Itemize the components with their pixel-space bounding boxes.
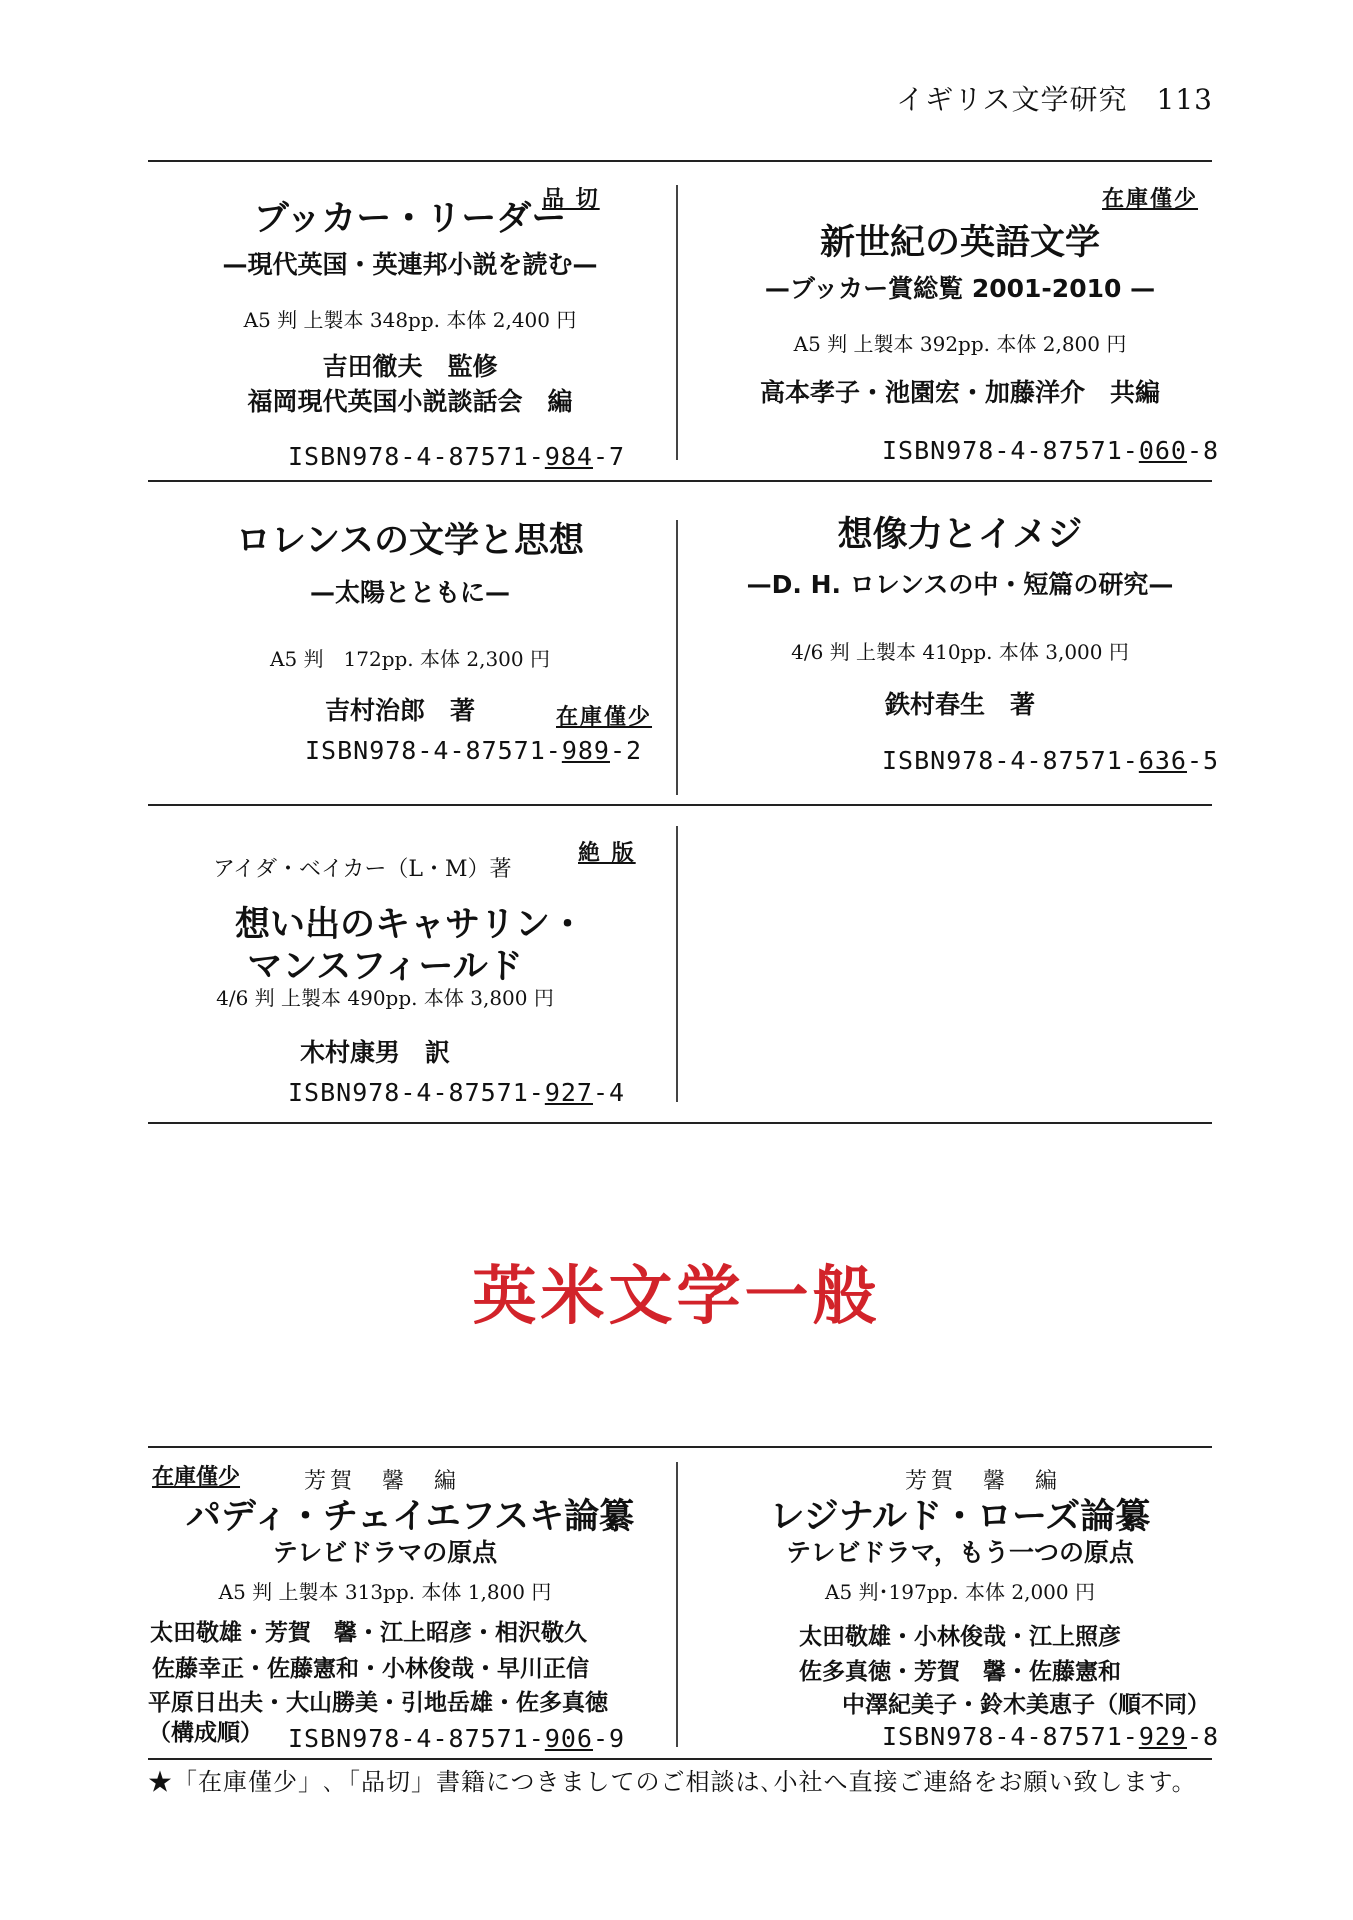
- page-number: 113: [1156, 83, 1213, 116]
- book-editor: 芳賀 馨 編: [905, 1469, 1062, 1494]
- book-author: 吉田徹夫 監修: [322, 352, 498, 381]
- status-badge: 在庫僅少: [1102, 187, 1199, 212]
- header-section: イギリス文学研究: [896, 83, 1128, 116]
- book-spec: A5 判･197pp. 本体 2,000 円: [825, 1580, 1095, 1604]
- book-subtitle: テレビドラマの原点: [272, 1538, 498, 1567]
- rule-section2-top: [148, 1446, 1212, 1448]
- divider-row1: [676, 185, 678, 460]
- book-isbn: ISBN978-4-87571-927-4: [288, 1078, 626, 1107]
- book-subtitle: テレビドラマ，もう一つの原点: [785, 1538, 1134, 1567]
- page-header: [896, 78, 1213, 118]
- divider-row2: [676, 520, 678, 795]
- book-author: 太田敬雄・芳賀 馨・江上昭彦・相沢敬久: [150, 1620, 587, 1646]
- book-title: 想像力とイメジ: [837, 515, 1083, 555]
- book-isbn: ISBN978-4-87571-929-8: [882, 1722, 1220, 1751]
- book-author: 木村康男 訳: [299, 1038, 450, 1067]
- book-author: 佐藤幸正・佐藤憲和・小林俊哉・早川正信: [152, 1656, 589, 1682]
- book-author: 鉄村春生 著: [884, 690, 1035, 719]
- book-original-author: アイダ・ベイカー（L・M）著: [213, 857, 512, 882]
- book-title: パディ・チェイエフスキ論纂: [185, 1497, 635, 1537]
- book-spec: A5 判 上製本 313pp. 本体 1,800 円: [218, 1580, 552, 1604]
- book-author: 中澤紀美子・鈴木美恵子（順不同）: [842, 1692, 1210, 1718]
- book-title-line2: マンスフィールド: [247, 947, 523, 987]
- book-author: 福岡現代英国小説談話会 編: [247, 387, 573, 416]
- book-title: ブッカー・リーダー: [253, 199, 567, 239]
- rule-bottom: [148, 1758, 1212, 1760]
- book-author: 高本孝子・池園宏・加藤洋介 共編: [759, 378, 1160, 407]
- book-author-note: （構成順）: [148, 1720, 263, 1746]
- rule-top: [148, 160, 1212, 162]
- book-spec: A5 判 172pp. 本体 2,300 円: [270, 647, 550, 671]
- book-editor: 芳賀 馨 編: [304, 1469, 461, 1494]
- book-author: 平原日出夫・大山勝美・引地岳雄・佐多真徳: [148, 1690, 608, 1716]
- book-subtitle: —現代英国・英連邦小説を読む—: [222, 250, 598, 279]
- status-badge: 絶 版: [578, 841, 636, 866]
- book-isbn: ISBN978-4-87571-906-9: [288, 1724, 626, 1753]
- book-isbn: ISBN978-4-87571-636-5: [882, 746, 1220, 775]
- book-spec: 4/6 判 上製本 490pp. 本体 3,800 円: [216, 986, 554, 1010]
- book-author: 吉村治郎 著: [324, 696, 475, 725]
- section-title: 英米文学一般: [472, 1260, 881, 1334]
- book-title: ロレンスの文学と思想: [235, 521, 585, 561]
- status-badge: 品 切: [542, 187, 600, 212]
- book-title: 新世紀の英語文学: [819, 223, 1100, 263]
- divider-row3: [676, 826, 678, 1102]
- book-spec: A5 判 上製本 348pp. 本体 2,400 円: [243, 308, 577, 332]
- book-author: 佐多真徳・芳賀 馨・佐藤憲和: [799, 1659, 1121, 1685]
- book-subtitle: —D. H. ロレンスの中・短篇の研究—: [746, 570, 1174, 599]
- rule-row2: [148, 804, 1212, 806]
- footer-note: ★「在庫僅少」､「品切」書籍につきましてのご相談は､小社へ直接ご連絡をお願い致します。: [148, 1768, 1197, 1796]
- book-spec: 4/6 判 上製本 410pp. 本体 3,000 円: [791, 640, 1129, 664]
- divider-section2: [676, 1462, 678, 1747]
- book-spec: A5 判 上製本 392pp. 本体 2,800 円: [793, 332, 1127, 356]
- rule-row1: [148, 480, 1212, 482]
- rule-row3: [148, 1122, 1212, 1124]
- book-subtitle: —太陽とともに—: [309, 578, 510, 607]
- status-badge: 在庫僅少: [556, 705, 653, 730]
- book-isbn: ISBN978-4-87571-989-2: [305, 736, 643, 765]
- book-author: 太田敬雄・小林俊哉・江上照彦: [799, 1624, 1121, 1650]
- status-badge: 在庫僅少: [152, 1465, 241, 1490]
- book-isbn: ISBN978-4-87571-060-8: [882, 436, 1220, 465]
- book-subtitle: —ブッカー賞総覧 2001-2010 —: [764, 274, 1156, 303]
- book-title-line1: 想い出のキャサリン・: [234, 905, 585, 945]
- book-title: レジナルド・ローズ論纂: [769, 1497, 1151, 1537]
- book-isbn: ISBN978-4-87571-984-7: [288, 442, 626, 471]
